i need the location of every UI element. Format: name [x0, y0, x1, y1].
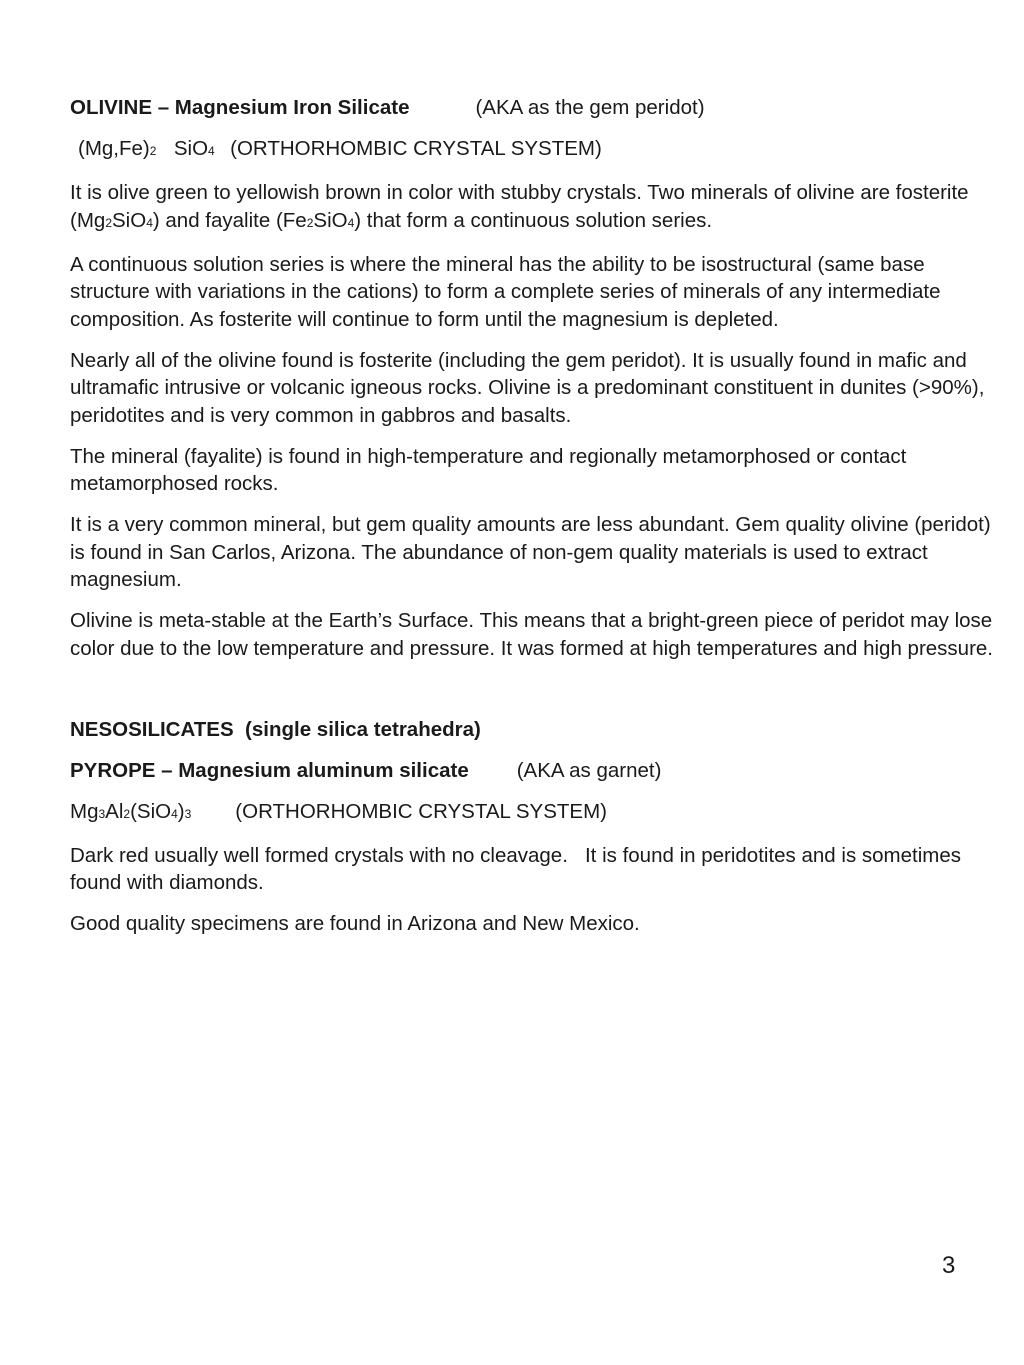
olivine-paragraph-5: It is a very common mineral, but gem quality amounts are less abundant. Gem quality olivine (peridot) is found in San Carlos, Arizona. The abundance of non-gem quality materials is used to extract magnesium. [70, 513, 991, 591]
formula-subscript: 2 [306, 215, 314, 230]
formula-part: (SiO [130, 799, 172, 823]
text-run: ) that form a continuous solution series. [354, 208, 713, 232]
olivine-title: OLIVINE – Magnesium Iron Silicate [70, 96, 410, 119]
olivine-paragraph-2: A continuous solution series is where the mineral has the ability to be isostructural (same base structure with variations in the cations) to form a complete series of minerals of any intermediate composition. As fosterite will continue to form until the magnesium is depleted. [70, 252, 941, 331]
olivine-paragraph-3: Nearly all of the olivine found is fosterite (including the gem peridot). It is usually found in mafic and ultramafic intrusive or volcanic igneous rocks. Olivine is a predominant constituent in dunites (>90%), peridotites and is very common in gabbros and basalts. [70, 348, 985, 427]
pyrope-paragraph-1: Dark red usually well formed crystals with no cleavage. It is found in peridotites and is sometimes found with diamonds. [70, 843, 967, 894]
olivine-paragraph-1 [70, 179, 995, 237]
formula-subscript: 4 [208, 144, 215, 158]
formula-subscript: 2 [123, 806, 131, 821]
pyrope-title: PYROPE – Magnesium aluminum silicate [70, 758, 469, 782]
olivine-paragraph-4: The mineral (fayalite) is found in high-temperature and regionally metamorphosed or contact metamorphosed rocks. [70, 444, 907, 495]
formula-subscript: 4 [171, 806, 178, 821]
pyrope-formula [70, 798, 995, 829]
page-content [70, 94, 995, 951]
text-run: SiO [112, 208, 147, 232]
crystal-system: (ORTHORHOMBIC CRYSTAL SYSTEM) [230, 137, 602, 160]
formula-subscript: 2 [105, 215, 112, 230]
olivine-paragraph-6: Olivine is meta-stable at the Earth’s Surface. This means that a bright-green piece of peridot may lose color due to the low temperature and pressure. It was formed at high temperatures and high pressure. [70, 609, 994, 660]
formula-subscript: 4 [347, 215, 355, 230]
crystal-system: (ORTHORHOMBIC CRYSTAL SYSTEM) [235, 799, 607, 823]
pyrope-heading [70, 757, 995, 785]
text-run: ) and fayalite (Fe [152, 208, 307, 232]
text-run: SiO [313, 208, 348, 232]
olivine-heading [70, 94, 995, 122]
formula-part: SiO [173, 137, 209, 160]
formula-part: Al [105, 799, 124, 823]
page-number: 3 [942, 1252, 956, 1279]
formula-subscript: 3 [184, 806, 192, 821]
formula-subscript: 3 [98, 806, 106, 821]
pyrope-aka: (AKA as garnet) [516, 758, 662, 782]
section-spacer [70, 676, 995, 716]
formula-part: (Mg,Fe) [78, 137, 150, 160]
formula-part: ) [177, 799, 185, 823]
formula-subscript: 2 [149, 144, 157, 158]
formula-subscript: 4 [146, 215, 153, 230]
nesosilicates-title: NESOSILICATES (single silica tetrahedra) [70, 717, 481, 741]
pyrope-paragraph-2: Good quality specimens are found in Arizona and New Mexico. [70, 912, 640, 935]
text-run: It is olive green to yellowish brown in color with stubby crystals. Two minerals of olivine are fosterite (Mg [70, 181, 969, 232]
olivine-aka: (AKA as the gem peridot) [475, 96, 705, 119]
formula-part: Mg [70, 799, 99, 823]
olivine-formula [70, 135, 995, 166]
nesosilicates-heading [70, 716, 995, 744]
